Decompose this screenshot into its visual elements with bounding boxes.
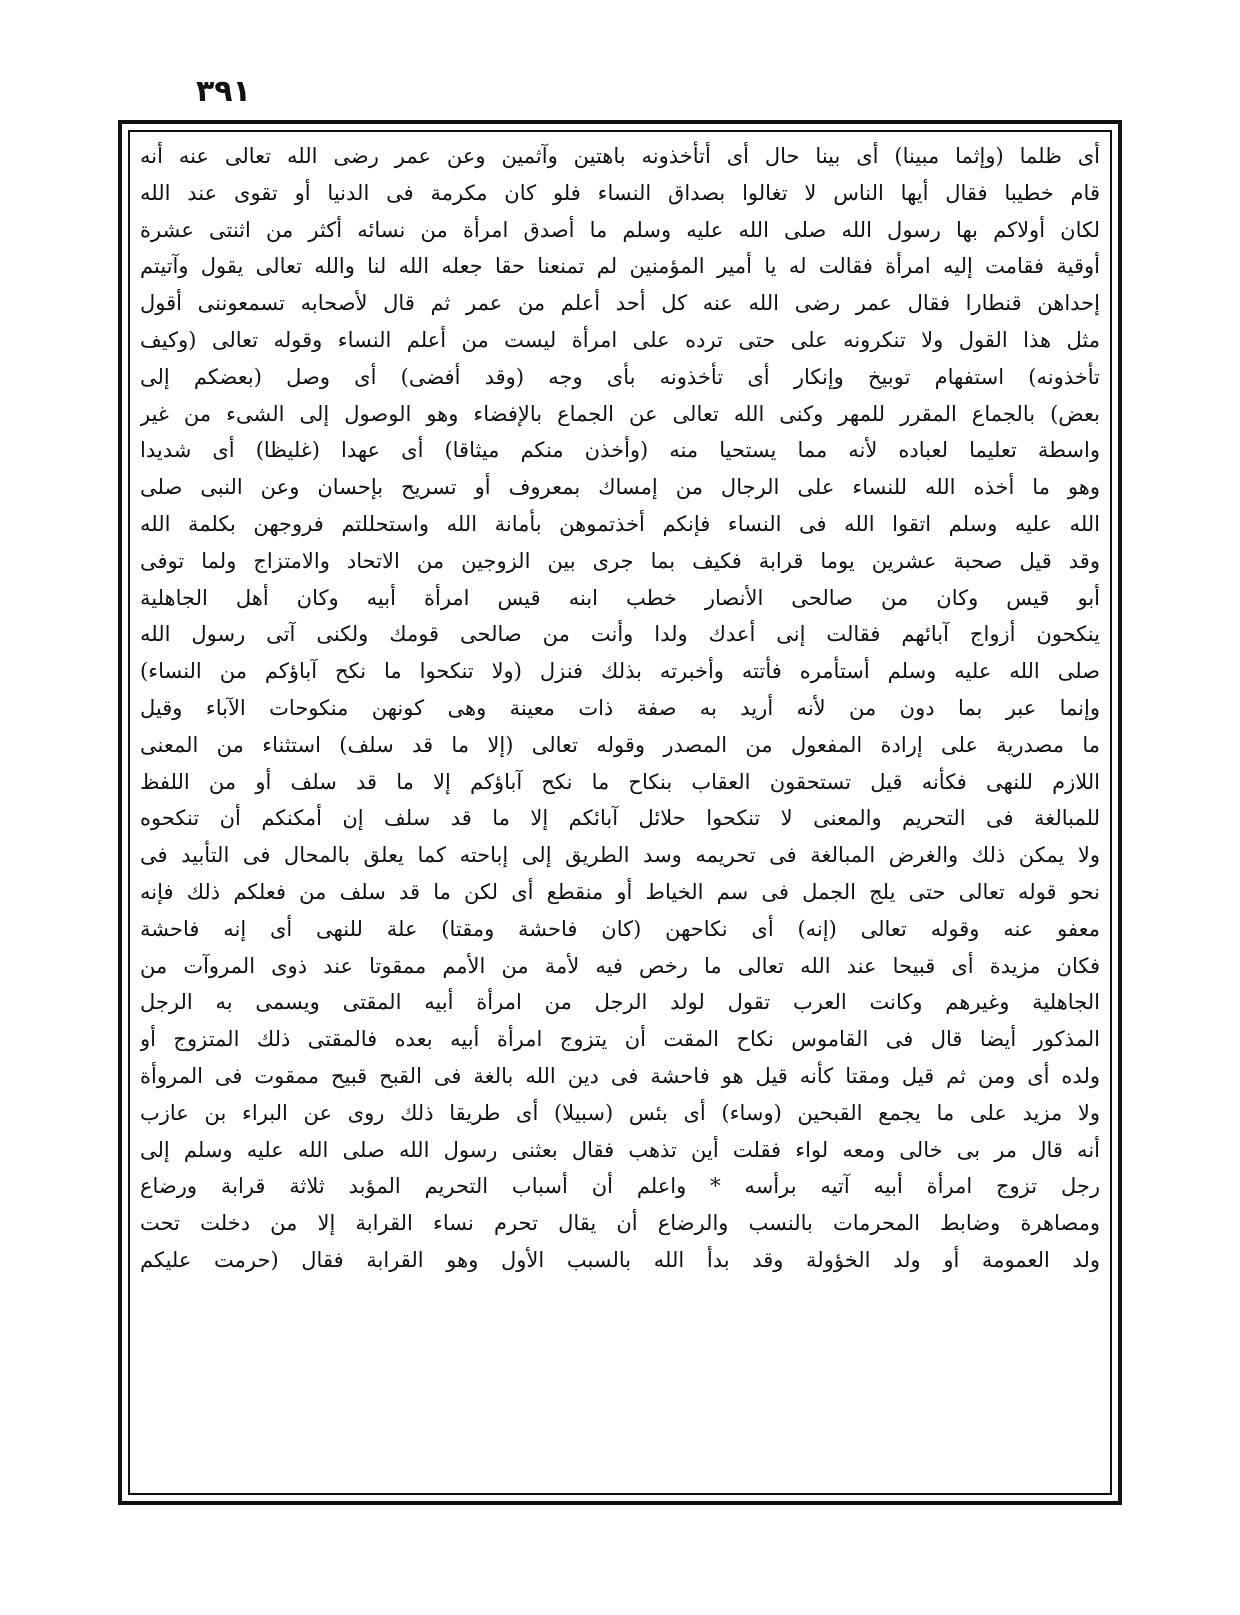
text-line: ينكحون أزواج آبائهم فقالت إنى أعدك ولدا وأنت من صالحى قومك ولكنى آتى رسول الله: [140, 622, 1100, 647]
text-line: رجل تزوج امرأة أبيه آتيه برأسه * واعلم أن أسباب التحريم المؤبد ثلاثة قرابة ورضاع: [140, 1174, 1100, 1199]
text-line: واسطة تعليما لعباده لأنه مما يستحيا منه (وأخذن منكم ميثاقا) أى عهدا (غليظا) أى شديدا: [140, 438, 1100, 463]
text-line: اللازم للنهى فكأنه قيل تستحقون العقاب بنكاح ما نكح آباؤكم إلا ما قد سلف أو من اللفظ: [140, 769, 1100, 794]
text-line: أوقية فقامت إليه امرأة فقالت له يا أمير المؤمنين لم تمنعنا حقا جعله الله لنا والله تعالى يقول وآتيتم: [140, 254, 1100, 279]
text-line: الله عليه وسلم اتقوا الله فى النساء فإنكم أخذتموهن بأمانة الله واستحللتم فروجهن بكلمة الله: [140, 511, 1100, 536]
text-line: صلى الله عليه وسلم أستأمره فأتته وأخبرته بذلك فنزل (ولا تنكحوا ما نكح آباؤكم من النساء): [140, 659, 1100, 684]
text-line: وقد قيل صحبة عشرين يوما قرابة فكيف بما جرى بين الزوجين من الاتحاد والامتزاج ولما توفى: [140, 548, 1100, 573]
text-line: ولا مزيد على ما يجمع القبحين (وساء) أى بئس (سبيلا) أى طريقا ذلك روى عن البراء بن عازب: [140, 1100, 1100, 1125]
text-line: مثل هذا القول ولا تنكرونه على حتى ترده على امرأة ليست من أعلم النساء وقوله تعالى (وكيف: [140, 327, 1100, 352]
text-line: المذكور أيضا قال فى القاموس نكاح المقت أن يتزوج امرأة أبيه بعده فالمقتى ذلك المتزوج أو: [140, 1027, 1100, 1052]
text-line: معفو عنه وقوله تعالى (إنه) أى نكاحهن (كان فاحشة ومقتا) علة للنهى أى إنه فاحشة: [140, 916, 1100, 941]
text-line: تأخذونه) استفهام توبيخ وإنكار أى تأخذونه بأى وجه (وقد أفضى) أى وصل (بعضكم إلى: [140, 364, 1100, 389]
text-line: ومصاهرة وضابط المحرمات بالنسب والرضاع أن يقال تحرم نساء القرابة إلا من دخلت تحت: [140, 1211, 1100, 1236]
page-number: ٣٩١: [196, 74, 251, 109]
text-line: أى ظلما (وإثما مبينا) أى بينا حال أى أتأخذونه باهتين وآثمين وعن عمر رضى الله تعالى عنه أنه: [140, 144, 1100, 168]
text-line: قام خطيبا فقال أيها الناس لا تغالوا بصداق النساء فلو كان مكرمة فى الدنيا أو تقوى عند الله: [140, 180, 1100, 205]
text-line: فكان مزيدة أى قبيحا عند الله تعالى ما رخص فيه لأمة من الأمم ممقوتا عند ذوى المروآت من: [140, 953, 1100, 978]
text-line: الجاهلية وغيرهم وكانت العرب تقول لولد الرجل من امرأة أبيه المقتى ويسمى به الرجل: [140, 990, 1100, 1015]
text-line: أبو قيس وكان من صالحى الأنصار خطب ابنه قيس امرأة أبيه وكان أهل الجاهلية: [140, 585, 1100, 610]
text-line: وإنما عبر بما دون من لأنه أريد به صفة ذات معينة وهى كونهن منكوحات الآباء وقيل: [140, 695, 1100, 720]
text-line: بعض) بالجماع المقرر للمهر وكنى الله تعالى عن الجماع بالإفضاء وهو الوصول إلى الشىء من غير: [140, 401, 1100, 426]
arabic-text-block: [140, 138, 1100, 1488]
text-line: وهو ما أخذه الله للنساء على الرجال من إمساك بمعروف أو تسريح بإحسان وعن النبى صلى: [140, 475, 1100, 500]
text-line: ولده أى ومن ثم قيل ومقتا كأنه قيل هو فاحشة فى دين الله بالغة فى القبح قبيح ممقوت فى المروأة: [140, 1063, 1100, 1088]
text-line: نحو قوله تعالى حتى يلج الجمل فى سم الخياط أو منقطع أى لكن ما قد سلف من فعلكم ذلك فإنه: [140, 879, 1100, 904]
text-line: ما مصدرية على إرادة المفعول من المصدر وقوله تعالى (إلا ما قد سلف) استثناء من المعنى: [140, 732, 1100, 757]
text-line: ولد العمومة أو ولد الخؤولة وقد بدأ الله بالسبب الأول وهو القرابة فقال (حرمت عليكم: [140, 1247, 1100, 1272]
text-line: ولا يمكن ذلك والغرض المبالغة فى تحريمه وسد الطريق إلى إباحته كما يعلق بالمحال فى التأبيد فى: [140, 843, 1100, 868]
text-line: إحداهن قنطارا فقال عمر رضى الله عنه كل أحد أعلم من عمر ثم قال لأصحابه تسمعوننى أقول: [140, 291, 1100, 316]
text-line: أنه قال مر بى خالى ومعه لواء فقلت أين تذهب فقال بعثنى رسول الله صلى الله عليه وسلم إلى: [140, 1137, 1100, 1162]
text-line: لكان أولاكم بها رسول الله صلى الله عليه وسلم ما أصدق امرأة من نسائه أكثر من اثنتى عشرة: [140, 217, 1100, 242]
text-line: للمبالغة فى التحريم والمعنى لا تنكحوا حلائل آبائكم إلا ما قد سلف إن أمكنكم أن تنكحوه: [140, 806, 1100, 831]
